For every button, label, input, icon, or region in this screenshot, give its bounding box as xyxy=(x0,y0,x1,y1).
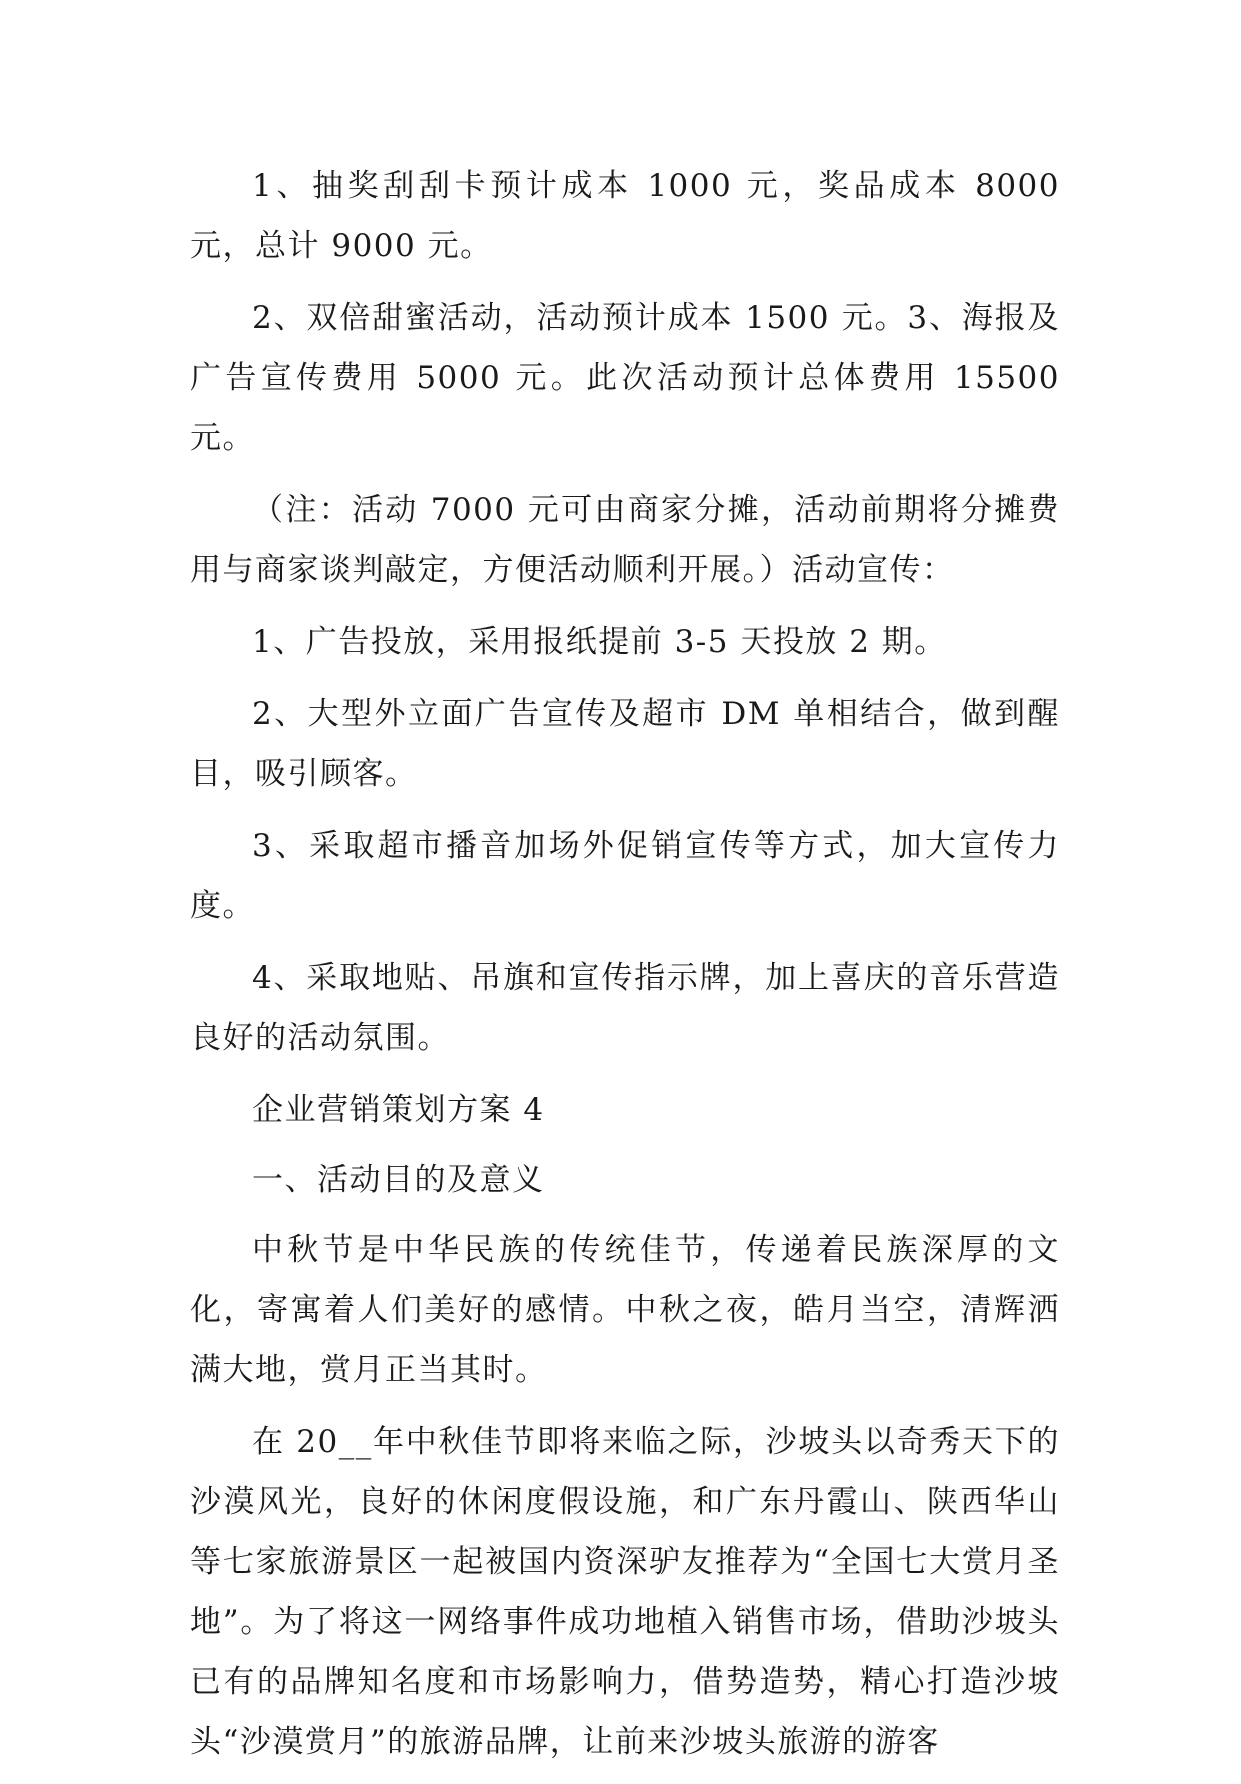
paragraph-budget-sweet-and-ads: 2、双倍甜蜜活动，活动预计成本 1500 元。3、海报及广告宣传费用 5000 元。此次活动预计总体费用 15500 元。 xyxy=(190,300,1060,456)
paragraph-budget-note: （注：活动 7000 元可由商家分摊，活动前期将分摊费用与商家谈判敲定，方便活动顺利开展。）活动宣传： xyxy=(190,492,1060,588)
section-heading-purpose: 一、活动目的及意义 xyxy=(252,1162,545,1198)
paragraph-shapotou-plan: 在 20__年中秋佳节即将来临之际，沙坡头以奇秀天下的沙漠风光，良好的休闲度假设施，和广东丹霞山、陕西华山等七家旅游景区一起被国内资深驴友推荐为“全国七大赏月圣地”。为了将这一网络事件成功地植入销售市场，借助沙坡头已有的品牌知名度和市场影响力，借势造势，精心打造沙坡头“沙漠赏月”的旅游品牌，让前来沙坡头旅游的游客 xyxy=(190,1424,1060,1760)
paragraph-promo-newspaper: 1、广告投放，采用报纸提前 3-5 天投放 2 期。 xyxy=(252,624,947,660)
paragraph-promo-broadcast: 3、采取超市播音加场外促销宣传等方式，加大宣传力度。 xyxy=(190,828,1060,924)
paragraph-budget-lottery: 1、抽奖刮刮卡预计成本 1000 元，奖品成本 8000 元，总计 9000 元。 xyxy=(190,168,1060,264)
paragraph-promo-facade-dm: 2、大型外立面广告宣传及超市 DM 单相结合，做到醒目，吸引顾客。 xyxy=(190,696,1060,792)
document-body xyxy=(190,156,1060,1784)
paragraph-mid-autumn-intro: 中秋节是中华民族的传统佳节，传递着民族深厚的文化，寄寓着人们美好的感情。中秋之夜，皓月当空，清辉洒满大地，赏月正当其时。 xyxy=(190,1232,1060,1388)
section-title: 企业营销策划方案 4 xyxy=(252,1092,545,1128)
paragraph-promo-atmosphere: 4、采取地贴、吊旗和宣传指示牌，加上喜庆的音乐营造良好的活动氛围。 xyxy=(190,960,1060,1056)
